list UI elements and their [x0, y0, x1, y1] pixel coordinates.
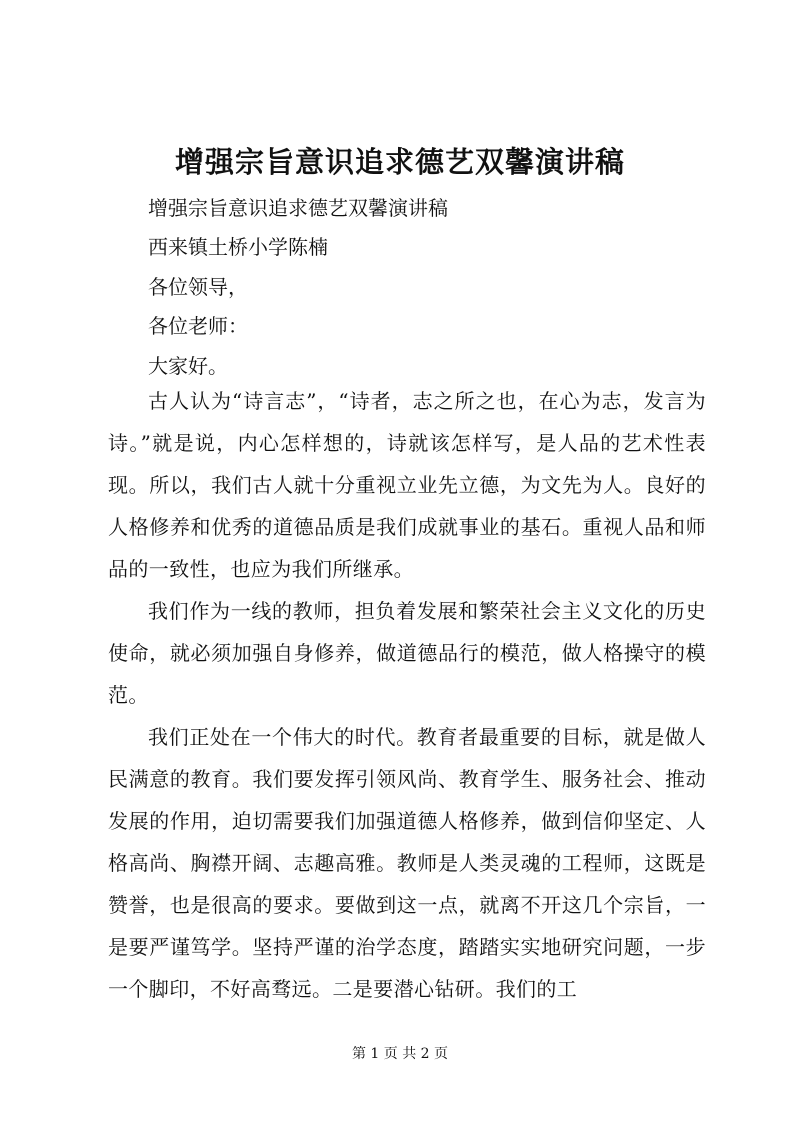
greeting-everyone: 大家好。 — [148, 354, 228, 378]
document-body — [108, 380, 706, 1010]
greeting-teachers: 各位老师： — [148, 314, 248, 338]
paragraph: 我们正处在一个伟大的时代。教育者最重要的目标，就是做人民满意的教育。我们要发挥引领风尚、教育学生、服务社会、推动发展的作用，迫切需要我们加强道德人格修养，做到信仰坚定、人格高尚、胸襟开阔、志趣高雅。教师是人类灵魂的工程师，这既是赞誉，也是很高的要求。要做到这一点，就离不开这几个宗旨，一是要严谨笃学。坚持严谨的治学态度，踏踏实实地研究问题，一步一个脚印，不好高骛远。二是要潜心钻研。我们的工 — [108, 725, 706, 1001]
subtitle-line: 增强宗旨意识追求德艺双馨演讲稿 — [148, 196, 448, 220]
paragraph: 古人认为“诗言志”，“诗者，志之所之也，在心为志，发言为诗。”就是说，内心怎样想的，诗就该怎样写，是人品的艺术性表现。所以，我们古人就十分重视立业先立德，为文先为人。良好的人格修养和优秀的道德品质是我们成就事业的基石。重视人品和师品的一致性，也应为我们所继承。 — [108, 389, 706, 581]
greeting-leaders: 各位领导， — [148, 275, 248, 299]
document-title: 增强宗旨意识追求德艺双馨演讲稿 — [174, 145, 625, 179]
paragraph: 我们作为一线的教师，担负着发展和繁荣社会主义文化的历史使命，就必须加强自身修养，做道德品行的模范，做人格操守的模范。 — [108, 599, 706, 707]
page-footer: 第 1 页 共 2 页 — [351, 1046, 449, 1062]
author-line: 西来镇土桥小学陈楠 — [148, 235, 328, 259]
